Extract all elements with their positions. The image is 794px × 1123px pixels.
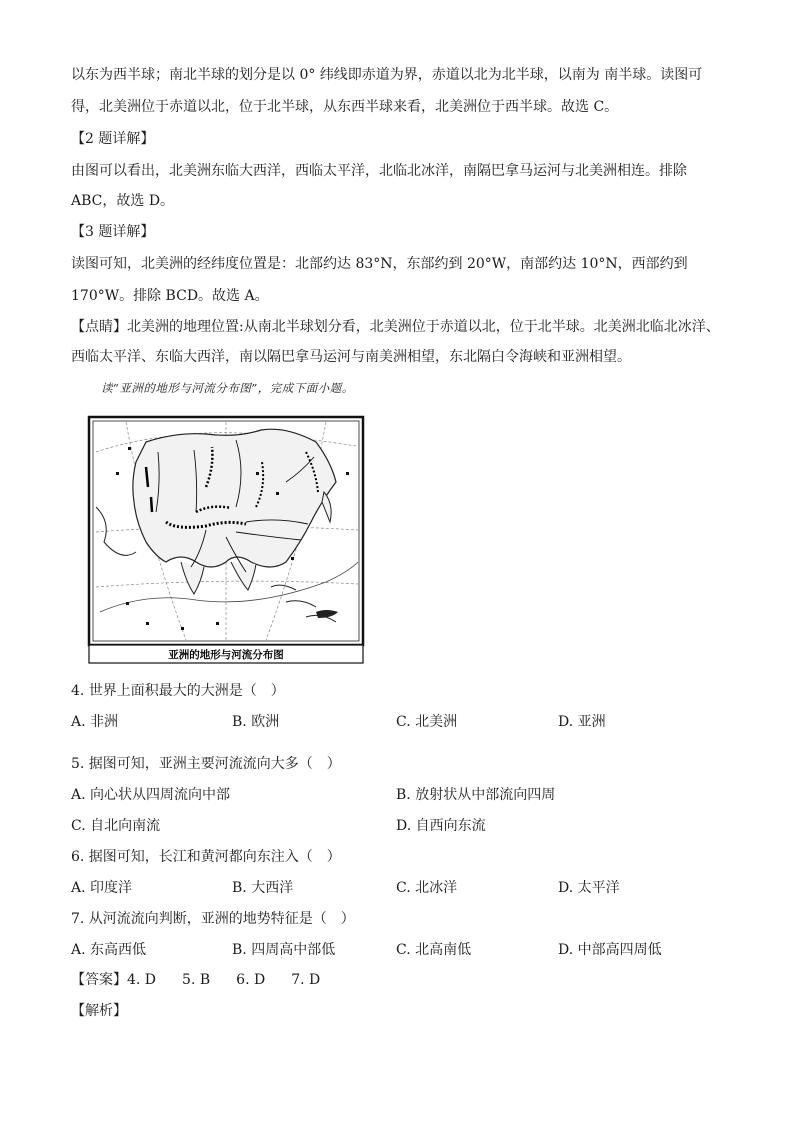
answer-row — [71, 971, 320, 989]
text-line: 西临太平洋、东临大西洋，南以隔巴拿马运河与南美洲相望，东北隔白令海峡和亚洲相望。 — [71, 349, 631, 365]
question-stem: 6. 据图可知，长江和黄河都向东注入（ ） — [71, 849, 341, 865]
question-stem: 4. 世界上面积最大的大洲是（ ） — [71, 683, 285, 699]
text-line: ABC，故选 D。 — [71, 193, 175, 209]
option-c: C. 北美洲 — [396, 714, 458, 730]
option-a: A. 印度洋 — [71, 880, 133, 896]
option-b: B. 放射状从中部流向四周 — [396, 787, 556, 803]
text-line: 【点睛】北美洲的地理位置:从南北半球划分看，北美洲位于赤道以北，位于北半球。北美洲北临北冰洋、 — [71, 319, 720, 335]
lead-instruction: 读“亚洲的地形与河流分布图”，完成下面小题。 — [101, 381, 354, 395]
section-heading: 【2 题详解】 — [71, 131, 155, 147]
option-d: D. 自西向东流 — [396, 818, 486, 834]
answer-item: 5. B — [182, 972, 211, 988]
option-b: B. 四周高中部低 — [232, 942, 336, 958]
option-c: C. 北高南低 — [396, 942, 472, 958]
answer-label: 【答案】 — [71, 972, 127, 988]
option-d: D. 太平洋 — [558, 880, 620, 896]
question-stem: 5. 据图可知，亚洲主要河流流向大多（ ） — [71, 756, 341, 772]
text-line: 由图可以看出，北美洲东临大西洋，西临太平洋，北临北冰洋，南隔巴拿马运河与北美洲相连。排除 — [71, 163, 687, 179]
option-a: A. 非洲 — [71, 714, 119, 730]
option-a: A. 东高西低 — [71, 942, 147, 958]
asia-terrain-river-map — [86, 412, 368, 666]
answer-item: 6. D — [236, 972, 266, 988]
answer-item: 7. D — [291, 972, 321, 988]
analysis-heading: 【解析】 — [71, 1003, 127, 1019]
option-a: A. 向心状从四周流向中部 — [71, 787, 231, 803]
map-caption: 亚洲的地形与河流分布图 — [168, 649, 284, 661]
text-line: 以东为西半球；南北半球的划分是以 0° 纬线即赤道为界，赤道以北为北半球，以南为 南半球。读图可 — [71, 67, 703, 83]
option-b: B. 欧洲 — [232, 714, 280, 730]
option-d: D. 中部高四周低 — [558, 942, 662, 958]
text-line: 170°W。排除 BCD。故选 A。 — [71, 288, 269, 304]
section-heading: 【3 题详解】 — [71, 224, 155, 240]
option-c: C. 北冰洋 — [396, 880, 458, 896]
text-line: 得，北美洲位于赤道以北，位于北半球，从东西半球来看，北美洲位于西半球。故选 C。 — [71, 99, 619, 115]
answer-item: 4. D — [127, 972, 157, 988]
option-c: C. 自北向南流 — [71, 818, 161, 834]
question-stem: 7. 从河流流向判断，亚洲的地势特征是（ ） — [71, 911, 355, 927]
text-line: 读图可知，北美洲的经纬度位置是：北部约达 83°N，东部约到 20°W，南部约达 10°N，西部约到 — [71, 256, 688, 272]
option-d: D. 亚洲 — [558, 714, 606, 730]
option-b: B. 大西洋 — [232, 880, 294, 896]
